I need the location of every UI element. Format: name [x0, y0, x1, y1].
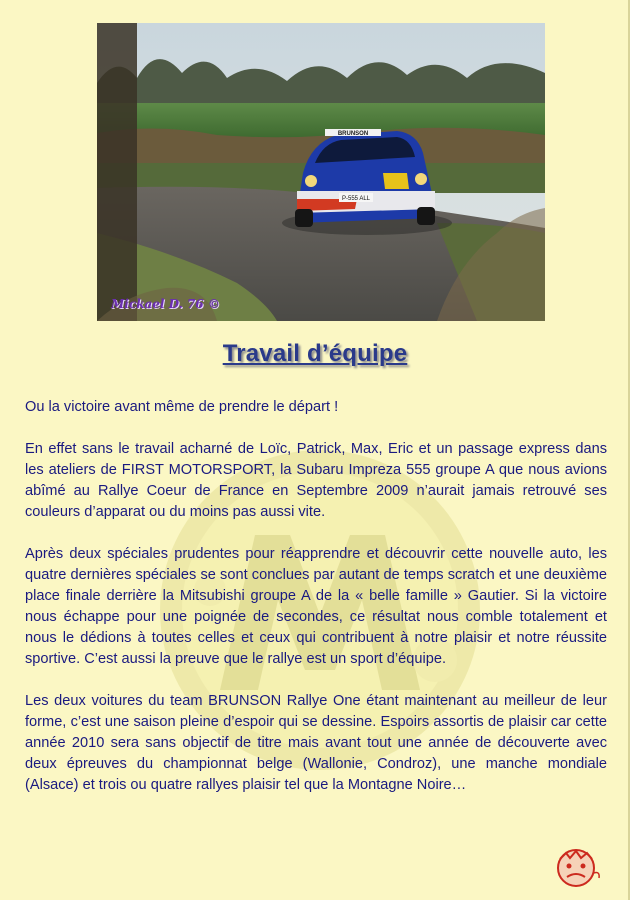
car-sponsor: BRUNSON: [337, 131, 369, 137]
article-body: [25, 397, 607, 817]
article-title: Travail d’équipe: [222, 340, 408, 367]
paragraph-3: Les deux voitures du team BRUNSON Rallye One étant maintenant au meilleur de leur forme, c’est une saison pleine d’espoir qui se dessine. Espoirs assortis de plaisir car cette année 2010 sera sans objectif de titre mais avant tout une année de découverte avec deux épreuves du championnat belge (Wallonie, Condroz), une manche mondiale (Alsace) et trois ou quatre rallyes plaisir tel que la Montagne Noire…: [25, 693, 607, 793]
photo-credit: Mickael D. 76 ©: [111, 297, 220, 311]
paragraph-2: Après deux spéciales prudentes pour réapprendre et découvrir cette nouvelle auto, les quatre dernières spéciales se sont conclues par autant de temps scratch et une deuxième place finale derrière la Mitsubishi groupe A de la « belle famille » Gautier. Si la victoire nous échappe pour une poignée de secondes, ce résultat nous comble totalement et nous le dédions à toutes celles et ceux qui contribuent à notre plaisir et notre réussite sportive. C’est aussi la preuve que le rallye est un sport d’équipe.: [25, 546, 607, 667]
smiley-face-icon: [550, 845, 602, 891]
rally-car-image: [97, 23, 545, 321]
paragraph-1: En effet sans le travail acharné de Loïc, Patrick, Max, Eric et un passage express dans les ateliers de FIRST MOTORSPORT, la Subaru Impreza 555 groupe A que nous avions abîmé au Rallye Coeur de France en Septembre 2009 n’aurait jamais retrouvé ses couleurs d’apparat ou du moins pas aussi vite.: [25, 441, 607, 520]
paragraph-intro: Ou la victoire avant même de prendre le départ !: [25, 399, 339, 415]
car-plate: P-555 ALL: [341, 196, 371, 202]
rally-photo: [97, 23, 545, 321]
